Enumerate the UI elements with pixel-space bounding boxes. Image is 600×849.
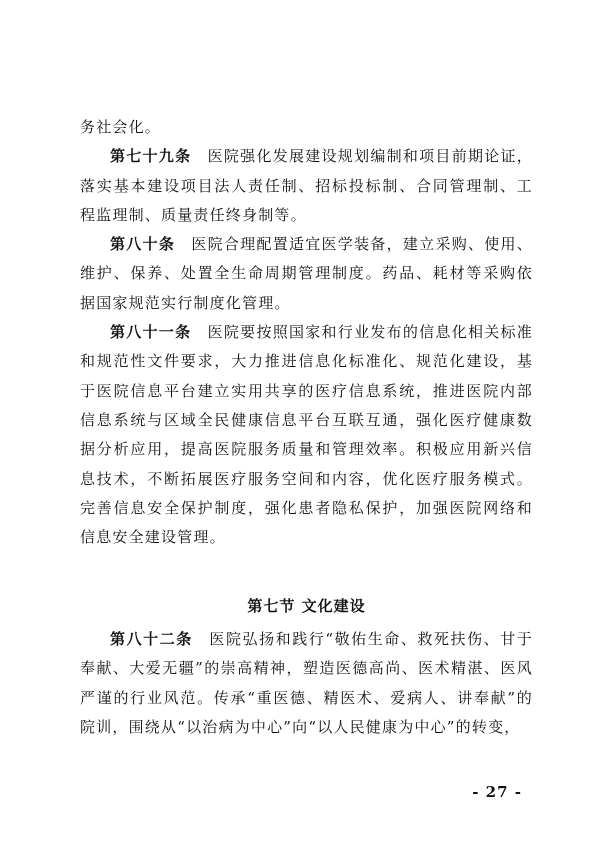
article-80 <box>80 230 533 318</box>
article-79 <box>80 142 533 230</box>
article-text: 医院要按照国家和行业发布的信息化相关标准和规范性文件要求，大力推进信息化标准化、规范化建设，基于医院信息平台建立实用共享的医疗信息系统，推进医院内部信息系统与区域全民健康信息平台互联互通，强化医疗健康数据分析应用，提高医院服务质量和管理效率。积极应用新兴信息技术，不断拓展医疗服务空间和内容，优化医疗服务模式。完善信息安全保护制度，强化患者隐私保护，加强医院网络和信息安全建设管理。 <box>80 323 533 547</box>
article-title: 第八十一条 <box>110 323 192 342</box>
body-text-upper <box>80 113 533 552</box>
section-heading: 第七节 文化建设 <box>247 597 366 615</box>
article-text: 医院弘扬和践行“敬佑生命、救死扶伤、甘于奉献、大爱无疆”的崇高精神，塑造医德高尚、医术精湛、医风严谨的行业风范。传承“重医德、精医术、爱病人、讲奉献”的院训，围绕从“以治病为中心”向“以人民健康为中心”的转变， <box>80 630 533 736</box>
article-title: 第七十九条 <box>110 147 192 166</box>
article-title: 第八十条 <box>110 235 176 254</box>
article-82 <box>80 625 533 742</box>
article-text: 医院合理配置适宜医学装备，建立采购、使用、维护、保养、处置全生命周期管理制度。药品、耗材等采购依据国家规范实行制度化管理。 <box>80 235 533 312</box>
article-text: 医院强化发展建设规划编制和项目前期论证，落实基本建设项目法人责任制、招标投标制、合同管理制、工程监理制、质量责任终身制等。 <box>80 147 533 224</box>
body-text-lower <box>80 625 533 742</box>
article-title: 第八十二条 <box>110 630 193 648</box>
continuation-paragraph: 务社会化。 <box>80 118 162 136</box>
page-number: - 27 - <box>472 783 522 801</box>
article-81 <box>80 318 533 552</box>
